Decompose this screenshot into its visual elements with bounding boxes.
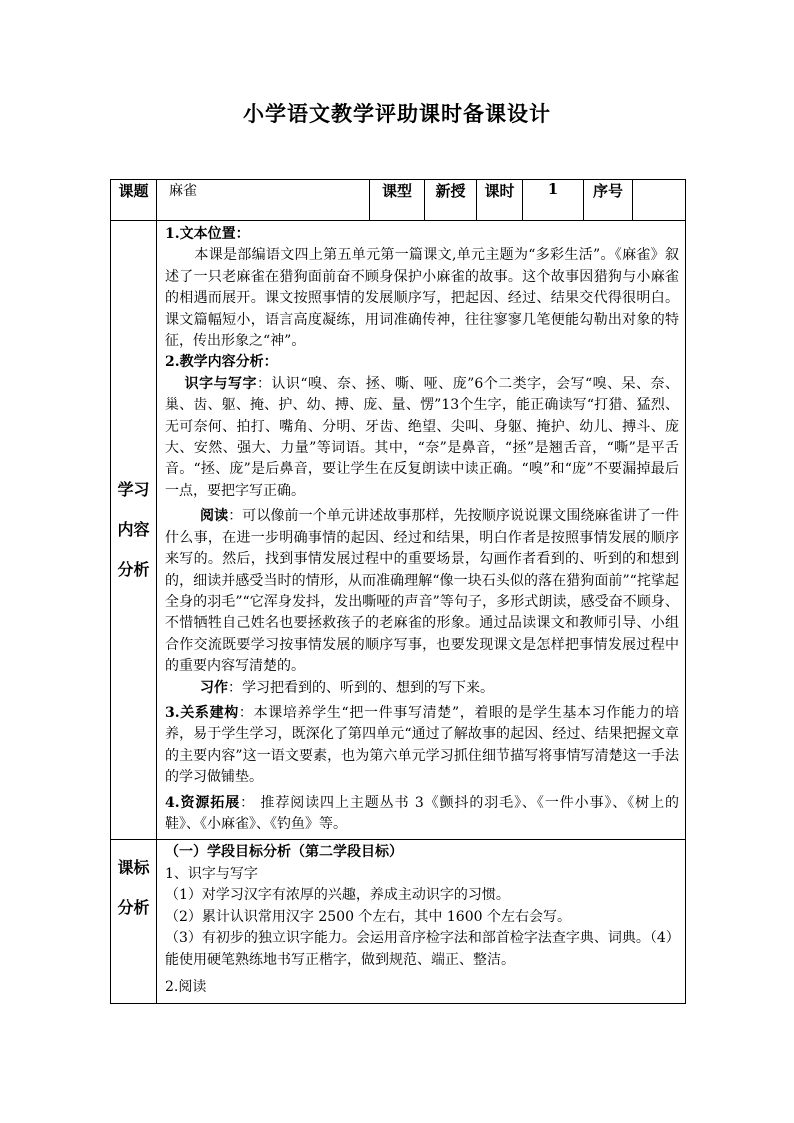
lesson-plan-table	[110, 179, 686, 1004]
analysis-content	[157, 221, 686, 840]
reading-lead: 阅读	[200, 508, 229, 525]
section-3-title: 3.关系建构	[165, 704, 239, 721]
seq-value	[633, 180, 686, 221]
section-3-paragraph	[165, 703, 679, 789]
literacy-lead: 识字与写字	[184, 375, 257, 392]
standards-line-5: 2.阅读	[165, 979, 207, 996]
seq-label: 序号	[584, 180, 633, 221]
standards-line-2: （1）对学习汉字有浓厚的兴趣，养成主动识字的习惯。	[165, 887, 510, 904]
section-4-paragraph	[165, 793, 679, 836]
writing-text: ：学习把看到的、听到的、想到的写下来。	[228, 679, 494, 696]
section-3-text: ：本课培养学生“把一件事写清楚”，着眼的是学生基本习作能力的培养，易于学生学习，既深化了第四单元“通过了解故事的起因、经过、结果把握文章的主要内容”这一语文要素，也为第六单元学习抓住细节描写将事情写清楚这一手法的学习做铺垫。	[165, 704, 679, 786]
reading-paragraph	[165, 506, 679, 677]
period-value: 1	[523, 180, 584, 221]
type-label: 课型	[370, 180, 425, 221]
literacy-paragraph	[165, 374, 679, 502]
standards-heading: （一）学段目标分析（第二学段目标）	[165, 844, 403, 861]
page-title: 小学语文教学评助课时备课设计	[243, 101, 551, 126]
section-4-text: ： 推荐阅读四上主题丛书 3《颤抖的羽毛》、《一件小事》、《树上的鞋》、《小麻雀》、《钓鱼》等。	[165, 794, 679, 832]
standards-line-4: （3）有初步的独立识字能力。会运用音序检字法和部首检字法查字典、词典。（4）能使用硬笔熟练地书写正楷字，做到规范、端正、整洁。	[165, 930, 673, 968]
analysis-row	[111, 221, 686, 840]
literacy-text: ：认识“嗅、奈、拯、嘶、哑、庞”6个二类字，会写“嗅、呆、奈、巢、齿、躯、掩、护、幼、搏、庞、量、愣”13个生字，能正确读写“打猎、猛烈、无可奈何、拍打、嘴角、分明、牙齿、绝望、尖叫、身躯、掩护、幼儿、搏斗、庞大、安然、强大、力量”等词语。其中，“奈”是鼻音，“拯”是翘舌音，“嘶”是平舌音。“拯、庞”是后鼻音，要让学生在反复朗读中读正确。“嗅”和“庞”不要漏掉最后一点，要把字写正确。	[165, 375, 679, 499]
section-1-text: 本课是部编语文四上第五单元第一篇课文,单元主题为“多彩生活”。《麻雀》叙述了一只老麻雀在猎狗面前奋不顾身保护小麻雀的故事。这个故事因猎狗与小麻雀的相遇而展开。课文按照事情的发展顺序写，把起因、经过、结果交代得很明白。课文篇幅短小，语言高度凝练，用词准确传神，往往寥寥几笔便能勾勒出对象的特征，传出形象之“神”。	[165, 247, 679, 350]
standards-side-label: 课标 分析	[111, 840, 157, 1004]
section-2-title: 2.教学内容分析：	[165, 354, 278, 371]
writing-lead: 习作	[200, 679, 228, 696]
writing-paragraph	[165, 678, 679, 699]
standards-line-1: 1、识字与写字	[165, 865, 258, 882]
topic-label: 课题	[111, 180, 157, 221]
standards-row	[111, 840, 686, 1004]
standards-line-3: （2）累计认识常用汉字 2500 个左右，其中 1600 个左右会写。	[165, 908, 571, 925]
standards-content	[157, 840, 686, 1004]
period-label: 课时	[477, 180, 523, 221]
topic-value: 麻雀	[157, 180, 370, 221]
section-4-title: 4.资源拓展	[165, 794, 241, 811]
header-row	[111, 180, 686, 221]
section-1-title: 1.文本位置：	[165, 226, 250, 242]
reading-text: ：可以像前一个单元讲述故事那样，先按顺序说说课文围绕麻雀讲了一件什么事，在进一步明确事情的起因、经过和结果，明白作者是按照事情发展的顺序来写的。然后，找到事情发展过程中的重要场景，勾画作者看到的、听到的和想到的，细读并感受当时的情形，从而准确理解“像一块石头似的落在猎狗面前”“挓挲起全身的羽毛”“它浑身发抖，发出嘶哑的声音”等句子，多形式朗读，感受奋不顾身、不惜牺牲自己姓名也要拯救孩子的老麻雀的形象。通过品读课文和教师引导、小组合作交流既要学习按事情发展的顺序写事，也要发现课文是怎样把事情发展过程中的重要内容写清楚的。	[165, 508, 680, 675]
type-value: 新授	[425, 180, 477, 221]
analysis-side-label: 学习 内容 分析	[111, 221, 157, 840]
